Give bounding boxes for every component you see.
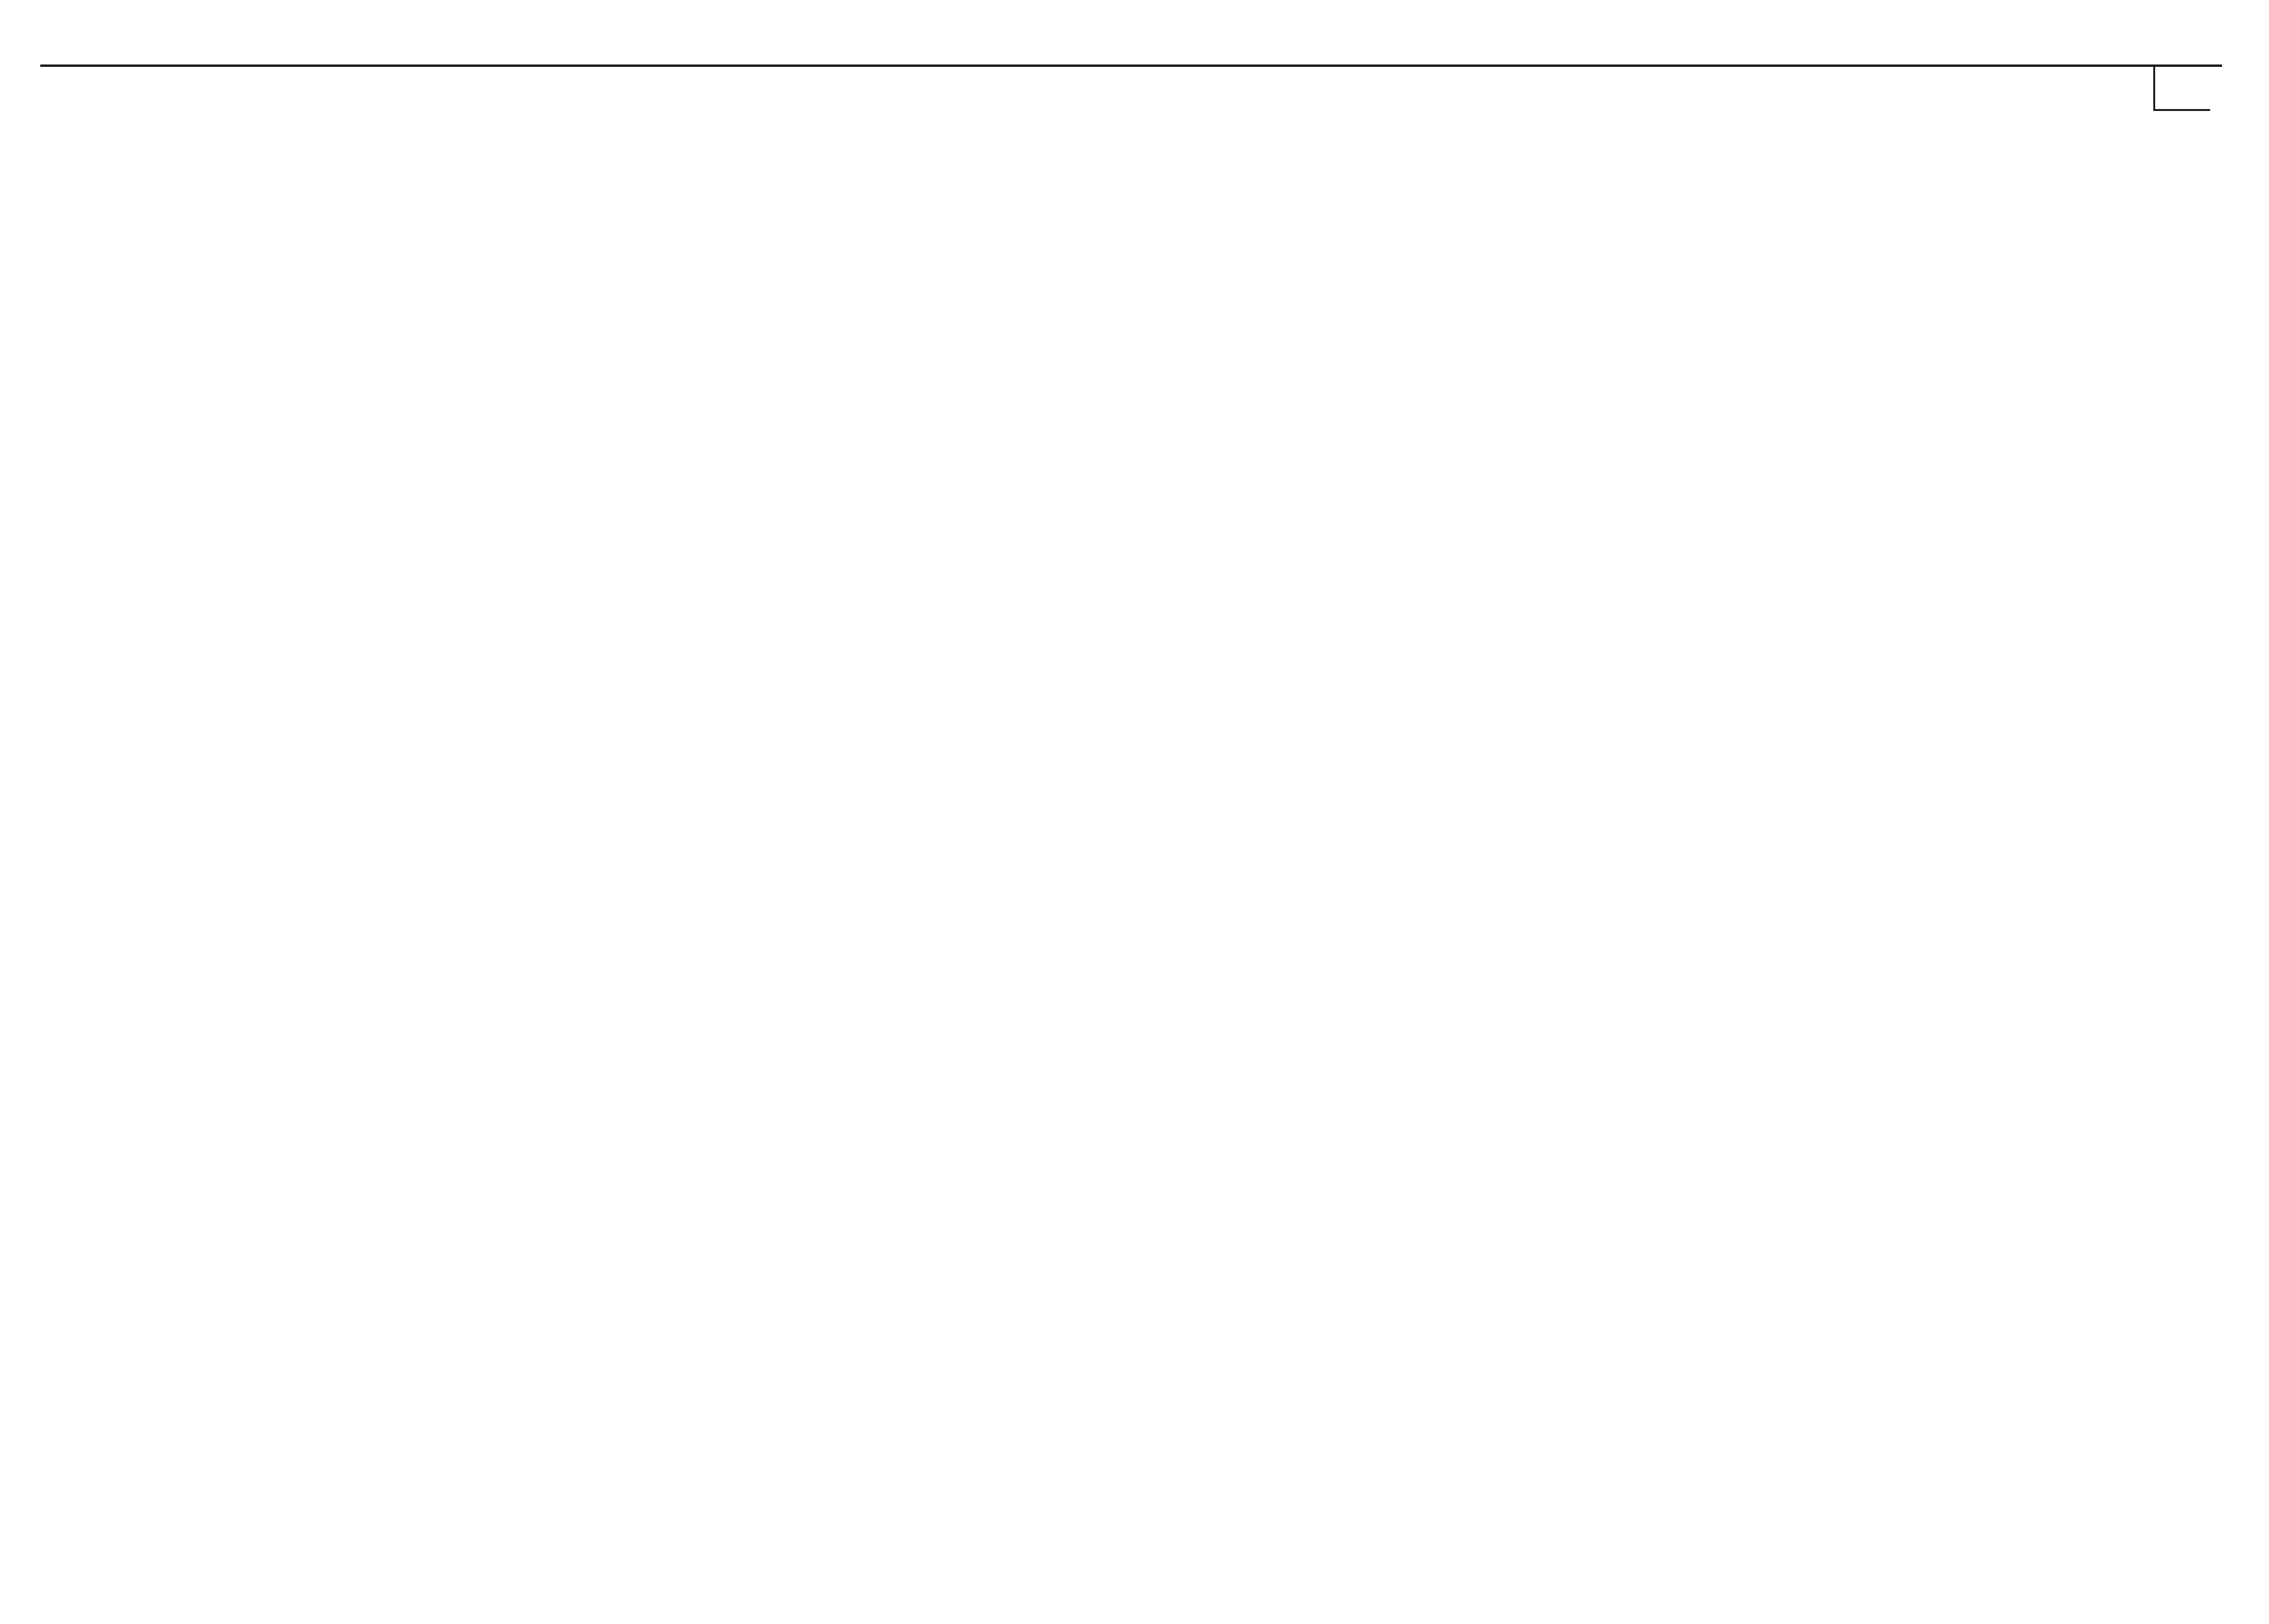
top-rule bbox=[40, 64, 2222, 67]
